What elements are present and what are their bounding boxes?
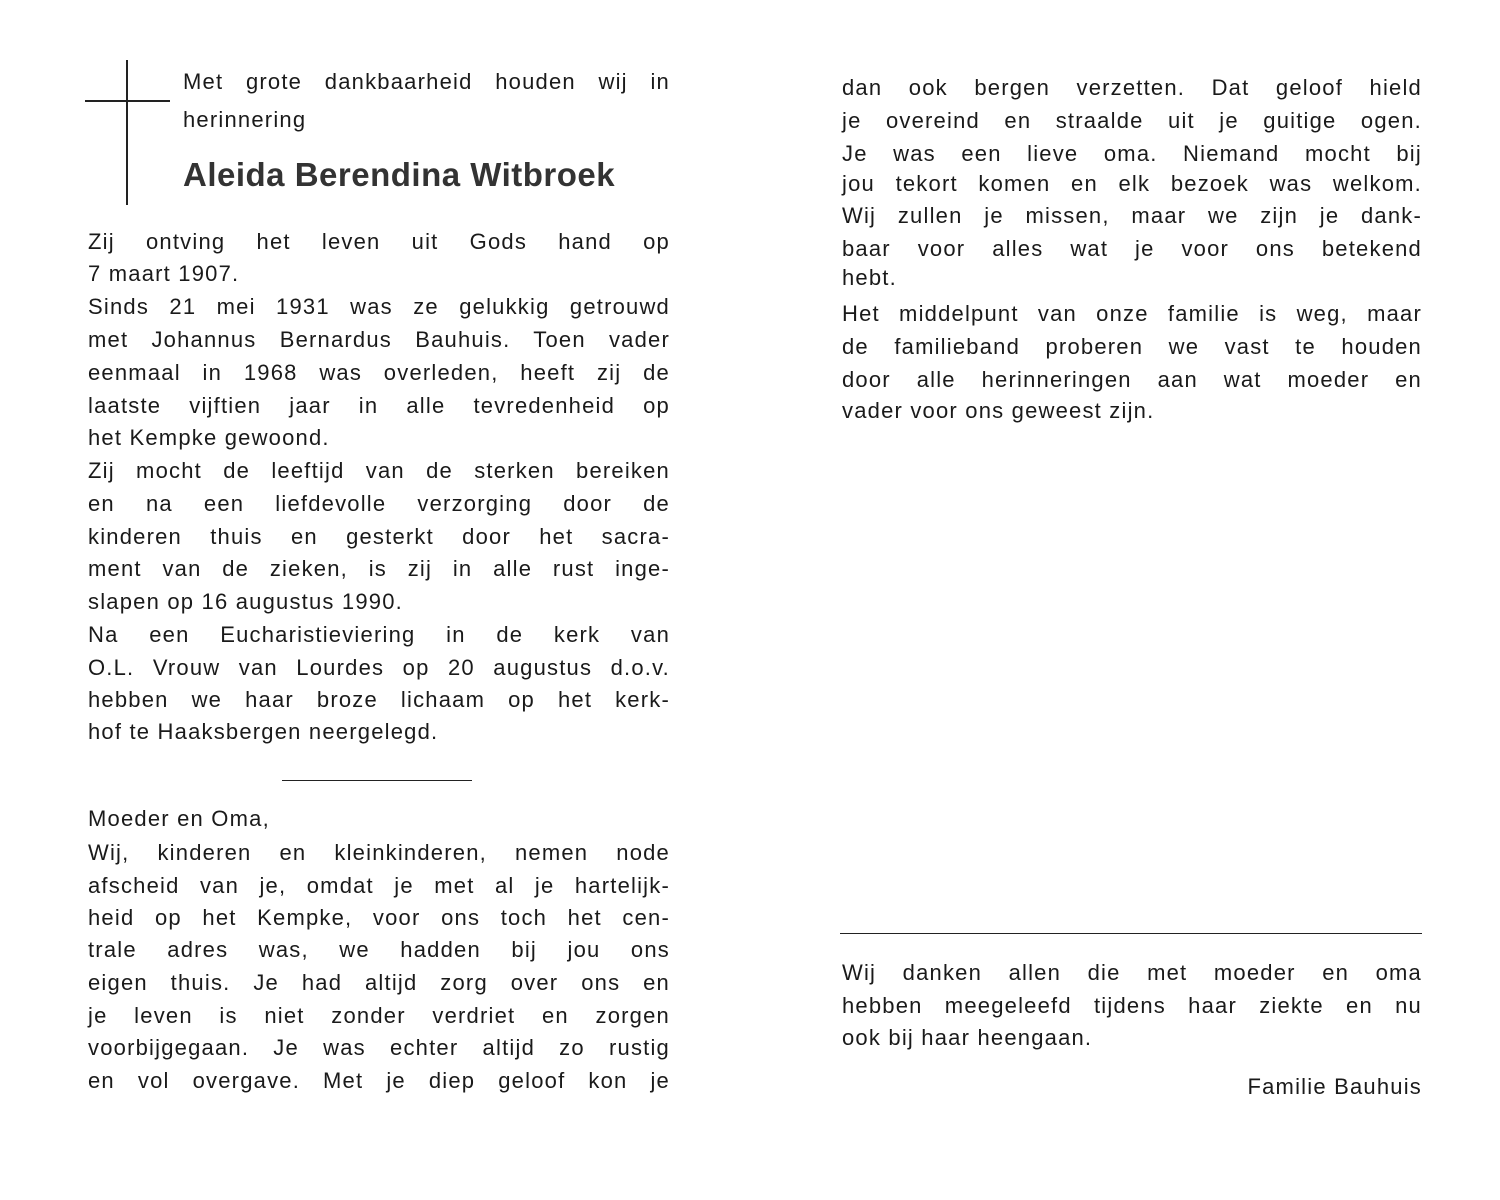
text-line (88, 358, 670, 388)
cross-icon-bar (85, 100, 170, 102)
text-line (842, 73, 1422, 103)
text-line (88, 489, 670, 519)
text-line (88, 903, 670, 933)
text-line (842, 332, 1422, 362)
text-line-content: vader voor ons geweest zijn. (842, 398, 1155, 423)
text-line (842, 106, 1422, 136)
text-line (88, 1001, 670, 1031)
text-line (88, 423, 670, 453)
text-line-content: eenmaal in 1968 was overleden, heeft zij de (88, 360, 670, 385)
text-line (88, 1066, 670, 1096)
text-line-content: Het middelpunt van onze familie is weg, maar (842, 301, 1422, 326)
text-line-content: trale adres was, we hadden bij jou ons (88, 937, 670, 962)
text-line-content: Zij ontving het leven uit Gods hand op (88, 229, 670, 254)
text-line-content: hebben we haar broze lichaam op het kerk- (88, 687, 670, 712)
text-line (88, 685, 670, 715)
text-line (88, 554, 670, 584)
text-line (88, 1033, 670, 1063)
text-line-content: de familieband proberen we vast te houden (842, 334, 1422, 359)
text-line (842, 958, 1422, 988)
text-line (88, 653, 670, 683)
text-line-content: Wij, kinderen en kleinkinderen, nemen node (88, 840, 670, 865)
divider (282, 780, 472, 781)
text-line-content: Sinds 21 mei 1931 was ze gelukkig getrouwd (88, 294, 670, 319)
text-line-content: en na een liefdevolle verzorging door de (88, 491, 670, 516)
text-line (88, 522, 670, 552)
text-line-content: hebt. (842, 265, 897, 290)
text-line-content: dan ook bergen verzetten. Dat geloof hield (842, 75, 1422, 100)
text-line (88, 804, 670, 834)
text-line-content: Moeder en Oma, (88, 806, 270, 831)
text-line-content: je overeind en straalde uit je guitige ogen. (842, 108, 1422, 133)
text-line (842, 299, 1422, 329)
cross-icon (126, 60, 128, 205)
text-line-content: met Johannus Bernardus Bauhuis. Toen vader (88, 327, 670, 352)
text-line (88, 259, 670, 289)
text-line-content: laatste vijftien jaar in alle tevredenheid op (88, 393, 670, 418)
text-line-content: en vol overgave. Met je diep geloof kon je (88, 1068, 670, 1093)
text-line-content: slapen op 16 augustus 1990. (88, 589, 403, 614)
text-line (88, 620, 670, 650)
text-line-content: Wij zullen je missen, maar we zijn je dank- (842, 203, 1422, 228)
text-line (842, 201, 1422, 231)
intro-line-1: Met grote dankbaarheid houden wij in (183, 69, 670, 94)
text-line-content: ook bij haar heengaan. (842, 1025, 1093, 1050)
text-line-content: heid op het Kempke, voor ons toch het cen- (88, 905, 670, 930)
text-line (842, 263, 1422, 293)
deceased-name: Aleida Berendina Witbroek (183, 156, 616, 193)
text-line (842, 991, 1422, 1021)
text-line-content: hebben meegeleefd tijdens haar ziekte en nu (842, 993, 1422, 1018)
text-line (88, 968, 670, 998)
text-line (88, 717, 670, 747)
text-line (842, 365, 1422, 395)
text-line (842, 139, 1422, 169)
text-line (88, 935, 670, 965)
text-line (88, 871, 670, 901)
text-line (88, 587, 670, 617)
text-line-content: Je was een lieve oma. Niemand mocht bij (842, 141, 1422, 166)
text-line-content: het Kempke gewoond. (88, 425, 330, 450)
signature: Familie Bauhuis (1247, 1074, 1422, 1099)
text-line-content: door alle herinneringen aan wat moeder en (842, 367, 1422, 392)
text-line-content: eigen thuis. Je had altijd zorg over ons en (88, 970, 670, 995)
text-line (88, 325, 670, 355)
text-line-content: baar voor alles wat je voor ons betekend (842, 236, 1422, 261)
text-line-content: kinderen thuis en gesterkt door het sacra- (88, 524, 670, 549)
text-line (88, 391, 670, 421)
text-line (842, 1023, 1422, 1053)
intro-line-2: herinnering (183, 107, 307, 132)
text-line-content: jou tekort komen en elk bezoek was welkom. (842, 171, 1422, 196)
text-line (842, 169, 1422, 199)
text-line (842, 234, 1422, 264)
text-line-content: Na een Eucharistieviering in de kerk van (88, 622, 670, 647)
text-line-content: O.L. Vrouw van Lourdes op 20 augustus d.o.v. (88, 655, 670, 680)
text-line-content: voorbijgegaan. Je was echter altijd zo rustig (88, 1035, 670, 1060)
text-line-content: je leven is niet zonder verdriet en zorgen (88, 1003, 670, 1028)
text-line-content: afscheid van je, omdat je met al je hartelijk- (88, 873, 670, 898)
text-line-content: 7 maart 1907. (88, 261, 240, 286)
text-line-content: ment van de zieken, is zij in alle rust inge- (88, 556, 670, 581)
text-line (842, 396, 1422, 426)
text-line (88, 292, 670, 322)
text-line-content: hof te Haaksbergen neergelegd. (88, 719, 439, 744)
text-line-content: Wij danken allen die met moeder en oma (842, 960, 1422, 985)
text-line (88, 456, 670, 486)
text-line-content: Zij mocht de leeftijd van de sterken bereiken (88, 458, 670, 483)
divider (840, 933, 1422, 934)
text-line (88, 227, 670, 257)
text-line (88, 838, 670, 868)
